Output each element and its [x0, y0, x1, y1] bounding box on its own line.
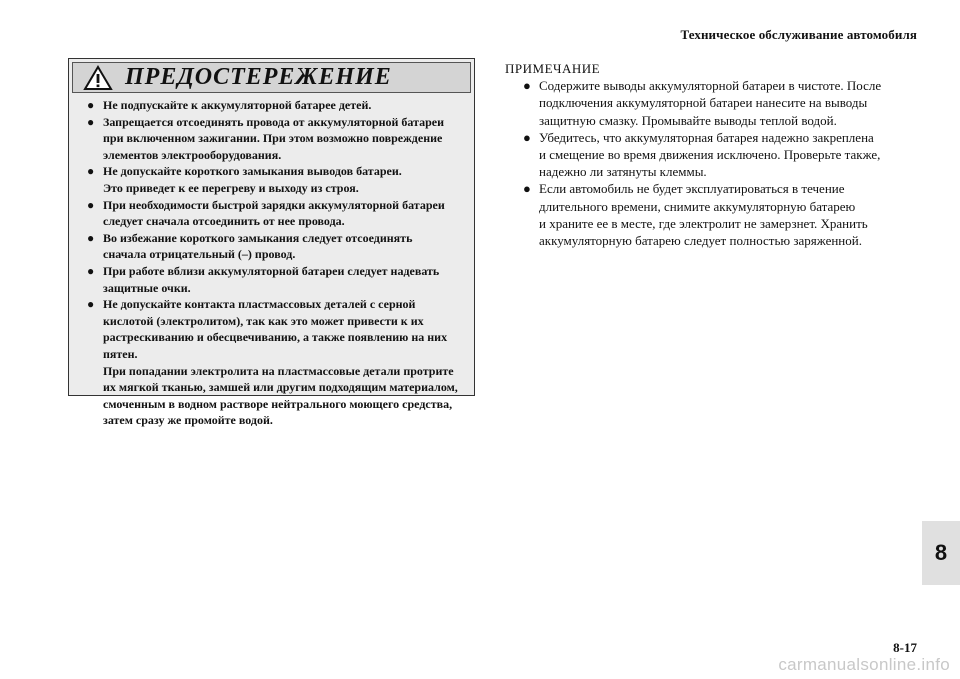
warning-item-line: При попадании электролита на пластмассовые детали протрите [103, 363, 454, 378]
watermark: carmanualsonline.info [778, 655, 950, 674]
bullet-icon: ● [87, 297, 95, 312]
warning-item-line: сначала отрицательный (–) провод. [103, 247, 296, 262]
warning-item-line: растрескиванию и обесцвечиванию, а также появлению на них [103, 330, 448, 345]
note-item-line: Если автомобиль не будет эксплуатироваться в течение [539, 181, 845, 197]
page-header-title: Техническое обслуживание автомобиля [680, 27, 917, 42]
bullet-icon: ● [87, 197, 95, 212]
note-item-line: защитную смазку. Промывайте выводы теплой водой. [539, 112, 837, 128]
bullet-icon: ● [87, 230, 95, 245]
warning-item [85, 97, 466, 114]
bullet-icon: ● [523, 78, 531, 94]
warning-item-line: смоченным в водном растворе нейтрального моющего средства, [103, 396, 453, 411]
note-item-line: Убедитесь, что аккумуляторная батарея надежно закреплена [539, 129, 874, 145]
note-block [505, 60, 915, 249]
warning-box [68, 58, 475, 428]
warning-item-line: Во избежание короткого замыкания следует отсоединять [103, 230, 413, 245]
warning-item-line: При работе вблизи аккумуляторной батареи следует надевать [103, 263, 440, 278]
note-item-line: надежно ли затянуты клеммы. [539, 164, 707, 180]
note-item [523, 129, 915, 181]
note-item-line: Содержите выводы аккумуляторной батареи в чистоте. После [539, 78, 882, 94]
bullet-icon: ● [87, 114, 95, 129]
warning-item-line: их мягкой тканью, замшей или другим подходящим материалом, [103, 380, 458, 395]
note-item-line: и храните ее в месте, где электролит не замерзнет. Хранить [539, 215, 868, 231]
note-title: ПРИМЕЧАНИЕ [505, 61, 601, 76]
warning-list [69, 97, 474, 429]
warning-item-line: при включенном зажигании. При этом возможно повреждение [103, 131, 443, 146]
bullet-icon: ● [87, 263, 95, 278]
chapter-tab: 8 [922, 521, 960, 585]
warning-item-line: Это приведет к ее перегреву и выходу из строя. [103, 180, 359, 195]
warning-item-line: затем сразу же промойте водой. [103, 413, 273, 428]
note-item-line: аккумуляторную батарею следует полностью заряженной. [539, 233, 862, 249]
bullet-icon: ● [87, 98, 95, 112]
warning-item-line: кислотой (электролитом), так как это может привести к их [103, 313, 424, 328]
warning-item [85, 163, 466, 196]
warning-item-line: элементов электрооборудования. [103, 147, 282, 162]
bullet-icon: ● [523, 129, 531, 145]
warning-item-line: При необходимости быстрой зарядки аккумуляторной батареи [103, 197, 445, 212]
warning-item-line: защитные очки. [103, 280, 191, 295]
note-item [523, 77, 915, 129]
note-item-line: длительного времени, снимите аккумуляторную батарею [539, 198, 856, 214]
warning-item [85, 197, 466, 230]
note-item-line: подключения аккумуляторной батареи нанесите на выводы [539, 95, 868, 111]
note-item-line: и смещение во время движения исключено. Проверьте также, [539, 147, 881, 163]
warning-item [85, 114, 466, 164]
warning-item-line: Не допускайте короткого замыкания выводов батареи. [103, 164, 402, 179]
warning-item [85, 296, 466, 429]
page-number: 8-17 [893, 640, 917, 655]
bullet-icon: ● [87, 164, 95, 179]
note-list [505, 77, 915, 249]
note-item [523, 180, 915, 249]
bullet-icon: ● [523, 181, 531, 197]
warning-item-line: Не допускайте контакта пластмассовых деталей с серной [103, 297, 416, 312]
warning-header [72, 62, 471, 93]
warning-item [85, 263, 466, 296]
warning-item [85, 230, 466, 263]
warning-title: ПРЕДОСТЕРЕЖЕНИЕ [125, 64, 392, 90]
warning-item-line: Не подпускайте к аккумуляторной батарее детей. [103, 98, 372, 112]
warning-triangle-icon [83, 63, 119, 93]
warning-item-line: следует сначала отсоединить от нее провода. [103, 214, 345, 229]
warning-item-line: пятен. [103, 346, 138, 361]
warning-item-line: Запрещается отсоединять провода от аккумуляторной батареи [103, 114, 445, 129]
